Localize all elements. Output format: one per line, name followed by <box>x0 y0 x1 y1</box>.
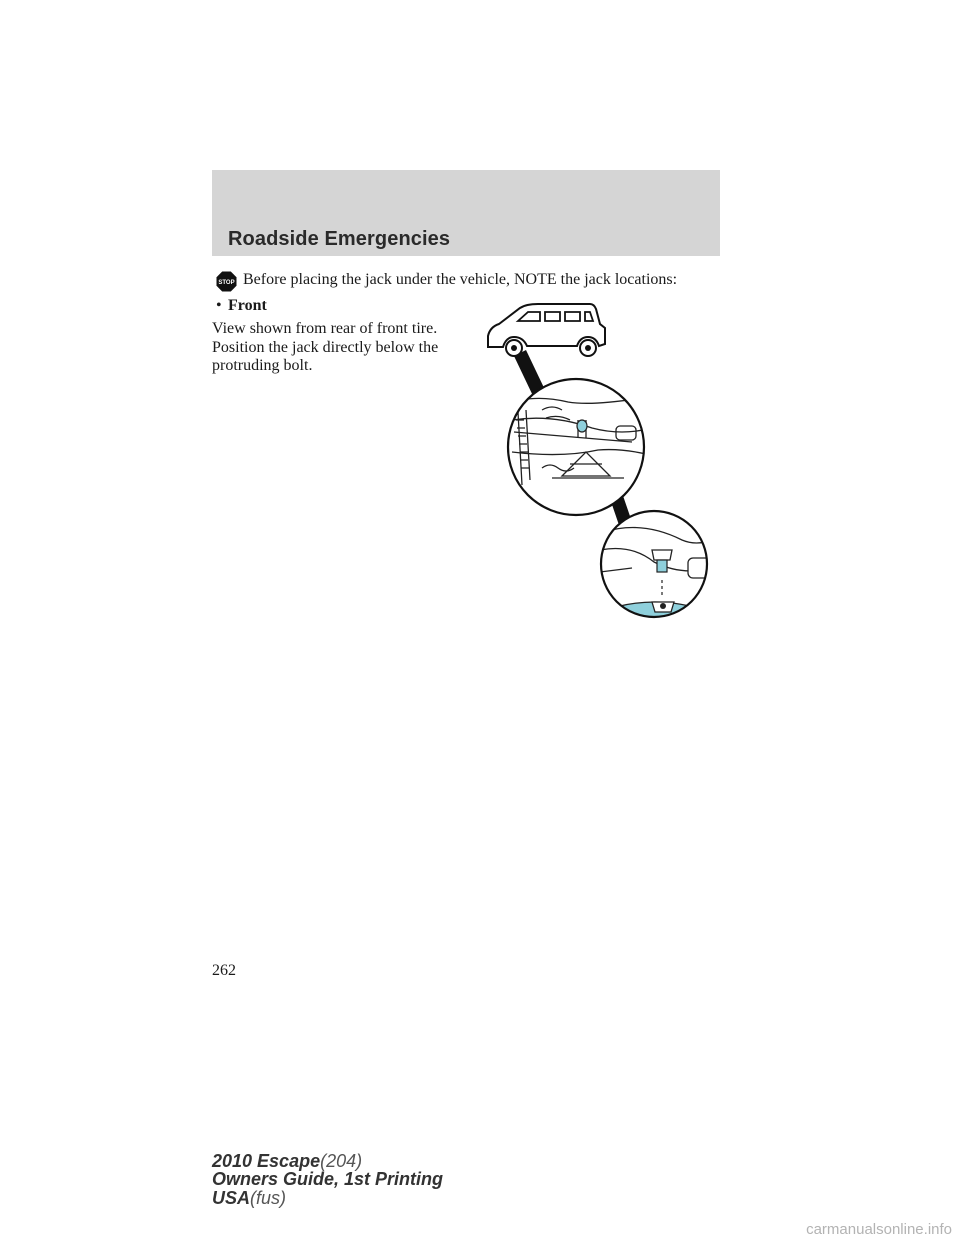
jack-bolt-detail-circle <box>594 511 714 630</box>
footer-line-2: Owners Guide, 1st Printing <box>212 1169 444 1190</box>
stop-icon-label: STOP <box>218 280 235 286</box>
bullet-marker: • <box>216 297 222 314</box>
document-footer <box>212 1152 443 1207</box>
bullet-item-front <box>216 297 267 315</box>
footer-market: USA <box>212 1187 251 1208</box>
instruction-line: View shown from rear of front tire. <box>212 320 438 337</box>
jack-location-diagram <box>482 300 722 640</box>
footer-line-1 <box>212 1152 443 1170</box>
footer-line-3 <box>212 1189 443 1207</box>
footer-market-code: (fus) <box>250 1187 287 1208</box>
footer-model-code: (204) <box>320 1151 363 1171</box>
footer-model: 2010 Escape <box>212 1151 321 1171</box>
instruction-line: Position the jack directly below the <box>212 338 439 356</box>
bullet-label: Front <box>228 297 267 314</box>
instruction-paragraph <box>212 320 482 376</box>
page-number: 262 <box>212 962 236 979</box>
vehicle-silhouette-icon <box>488 304 605 356</box>
watermark: carmanualsonline.info <box>806 1221 952 1238</box>
warning-text: Before placing the jack under the vehicle, NOTE the jack locations: <box>243 271 678 288</box>
underbody-detail-circle <box>508 379 652 515</box>
stop-icon <box>216 271 237 292</box>
instruction-line: protruding bolt. <box>212 357 313 375</box>
section-title: Roadside Emergencies <box>228 228 451 250</box>
